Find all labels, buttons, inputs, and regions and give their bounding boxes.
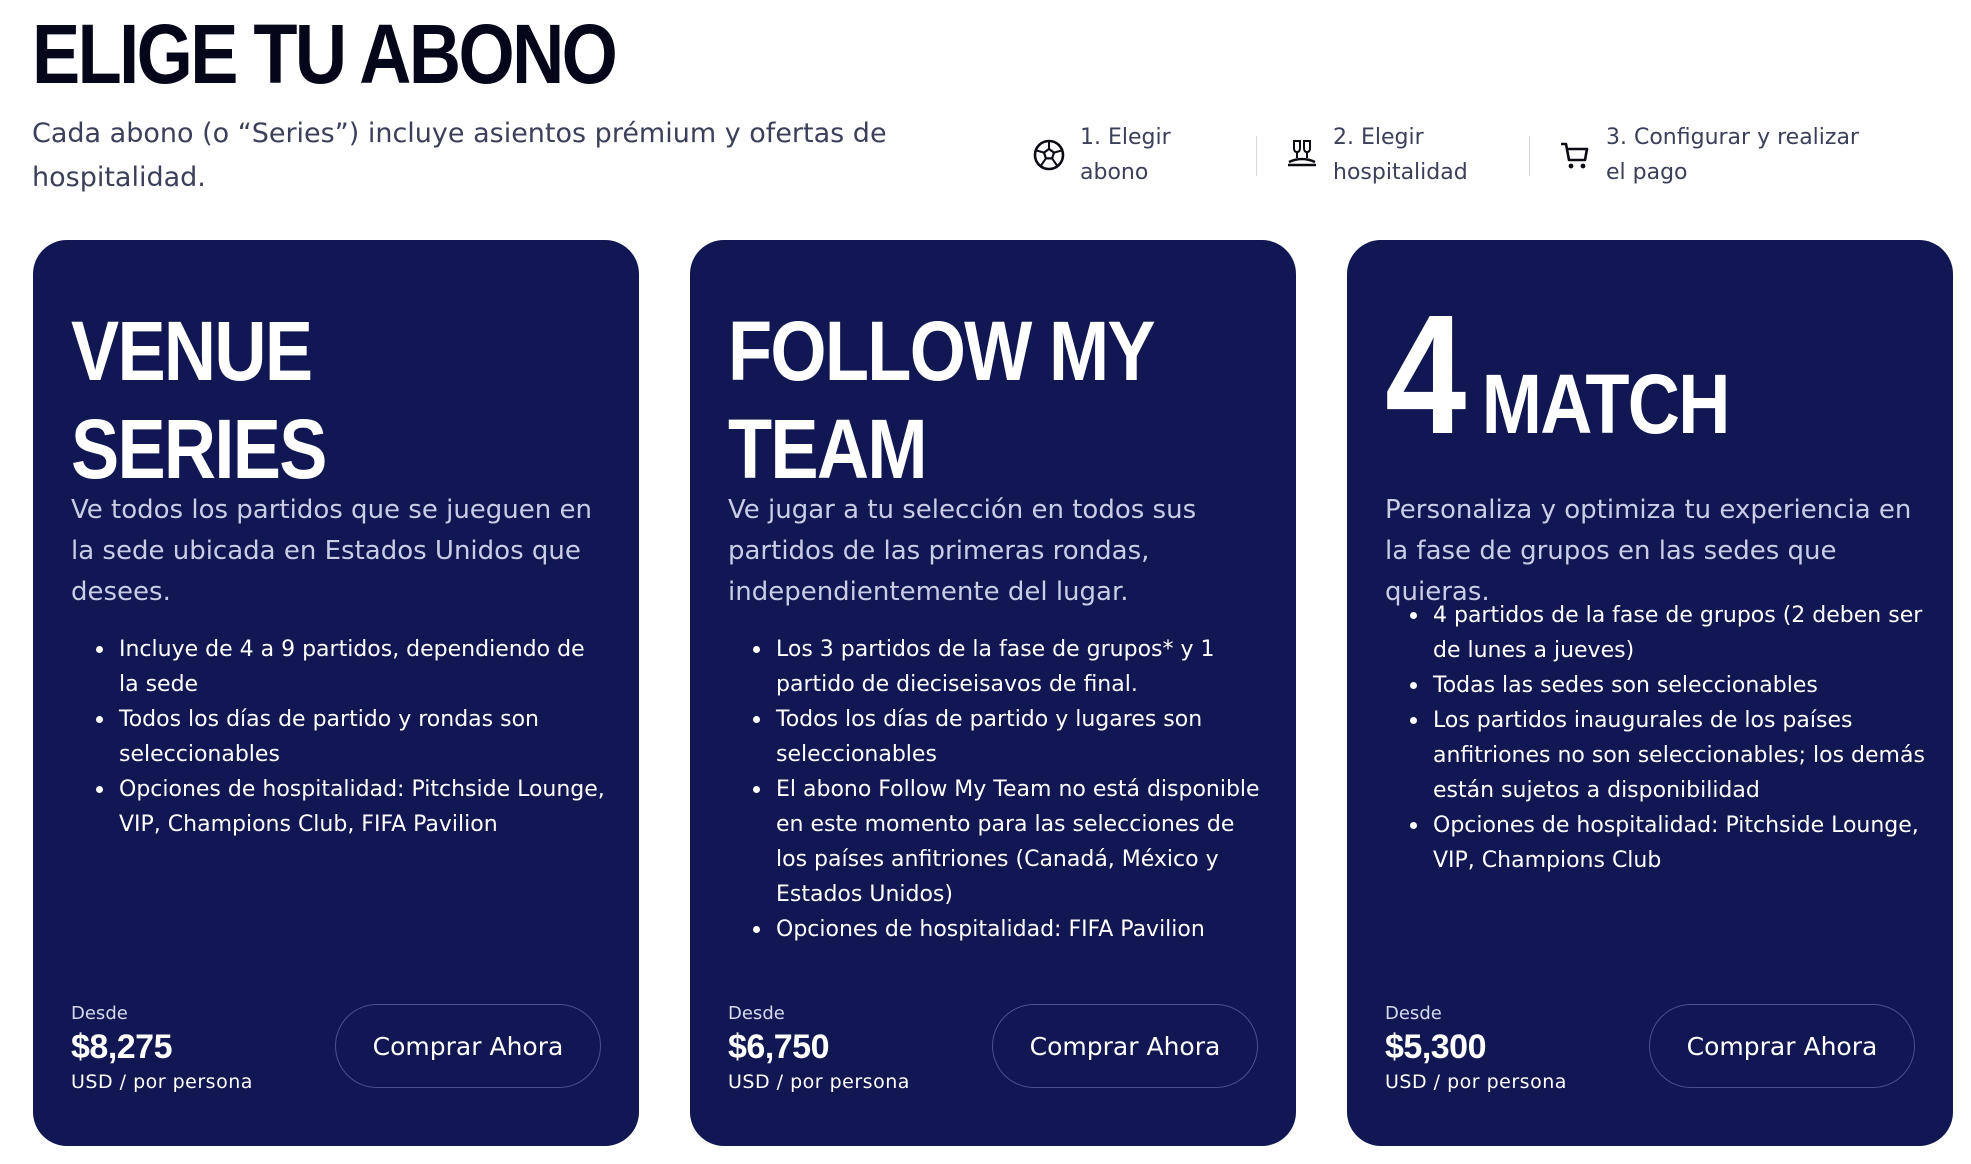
price-block — [1385, 1002, 1567, 1096]
hospitality-icon — [1283, 136, 1321, 174]
card-title-word: MATCH — [1481, 357, 1729, 451]
card-description: Ve jugar a tu selección en todos sus partidos de las primeras rondas, independientemente del lugar. — [728, 495, 1197, 607]
step-choose-hospitality — [1283, 120, 1503, 190]
list-item: 4 partidos de la fase de grupos (2 deben ser de lunes a jueves) — [1433, 598, 1925, 668]
price-from-label: Desde — [71, 1003, 128, 1024]
buy-now-button[interactable]: Comprar Ahora — [1649, 1004, 1915, 1088]
price-unit: USD / por persona — [71, 1071, 253, 1093]
list-item: El abono Follow My Team no está disponible en este momento para las selecciones de los países anfitriones (Canadá, México y Estados Unidos) — [776, 772, 1268, 912]
list-item: Opciones de hospitalidad: Pitchside Lounge, VIP, Champions Club, FIFA Pavilion — [119, 772, 611, 842]
card-description: Personaliza y optimiza tu experiencia en la fase de grupos en las sedes que quieras. — [1385, 495, 1912, 607]
buy-now-button[interactable]: Comprar Ahora — [335, 1004, 601, 1088]
pass-card-venue-series — [33, 240, 639, 1146]
list-item: Los partidos inaugurales de los países anfitriones no son seleccionables; los demás están sujetos a disponibilidad — [1433, 703, 1925, 808]
step-label: 2. Elegir hospitalidad — [1333, 125, 1468, 185]
price-unit: USD / por persona — [1385, 1071, 1567, 1093]
buy-now-button[interactable]: Comprar Ahora — [992, 1004, 1258, 1088]
soccer-ball-icon — [1030, 136, 1068, 174]
feature-list — [728, 632, 1268, 947]
price-value: $8,275 — [71, 1028, 172, 1066]
price-from-label: Desde — [1385, 1003, 1442, 1024]
step-divider — [1256, 136, 1257, 176]
list-item: Los 3 partidos de la fase de grupos* y 1 partido de dieciseisavos de final. — [776, 632, 1268, 702]
price-unit: USD / por persona — [728, 1071, 910, 1093]
card-title: VENUE SERIES — [71, 304, 326, 496]
step-choose-pass — [1030, 120, 1230, 190]
list-item: Incluye de 4 a 9 partidos, dependiendo de la sede — [119, 632, 611, 702]
price-value: $5,300 — [1385, 1028, 1486, 1066]
list-item: Todos los días de partido y lugares son seleccionables — [776, 702, 1268, 772]
step-divider — [1529, 136, 1530, 176]
list-item: Todos los días de partido y rondas son seleccionables — [119, 702, 611, 772]
feature-list — [71, 632, 611, 842]
step-label: 1. Elegir abono — [1080, 125, 1171, 185]
price-value: $6,750 — [728, 1028, 829, 1066]
pass-card-4-match — [1347, 240, 1953, 1146]
price-from-label: Desde — [728, 1003, 785, 1024]
page-subtitle: Cada abono (o “Series”) incluye asientos prémium y ofertas de hospitalidad. — [32, 118, 887, 193]
list-item: Opciones de hospitalidad: FIFA Pavilion — [776, 912, 1268, 947]
card-description: Ve todos los partidos que se jueguen en la sede ubicada en Estados Unidos que desees. — [71, 495, 593, 607]
list-item: Todas las sedes son seleccionables — [1433, 668, 1925, 703]
price-block — [728, 1002, 910, 1096]
checkout-steps — [1030, 120, 1876, 190]
list-item: Opciones de hospitalidad: Pitchside Lounge, VIP, Champions Club — [1433, 808, 1925, 878]
card-title — [1385, 280, 1729, 470]
price-block — [71, 1002, 253, 1096]
card-title: FOLLOW MY TEAM — [728, 304, 1154, 496]
cart-icon — [1556, 136, 1594, 174]
feature-list — [1385, 598, 1925, 878]
pass-card-follow-my-team — [690, 240, 1296, 1146]
card-title-number: 4 — [1385, 280, 1463, 470]
step-checkout — [1556, 120, 1876, 190]
step-label: 3. Configurar y realizar el pago — [1606, 125, 1859, 185]
page-title: ELIGE TU ABONO — [32, 7, 616, 101]
